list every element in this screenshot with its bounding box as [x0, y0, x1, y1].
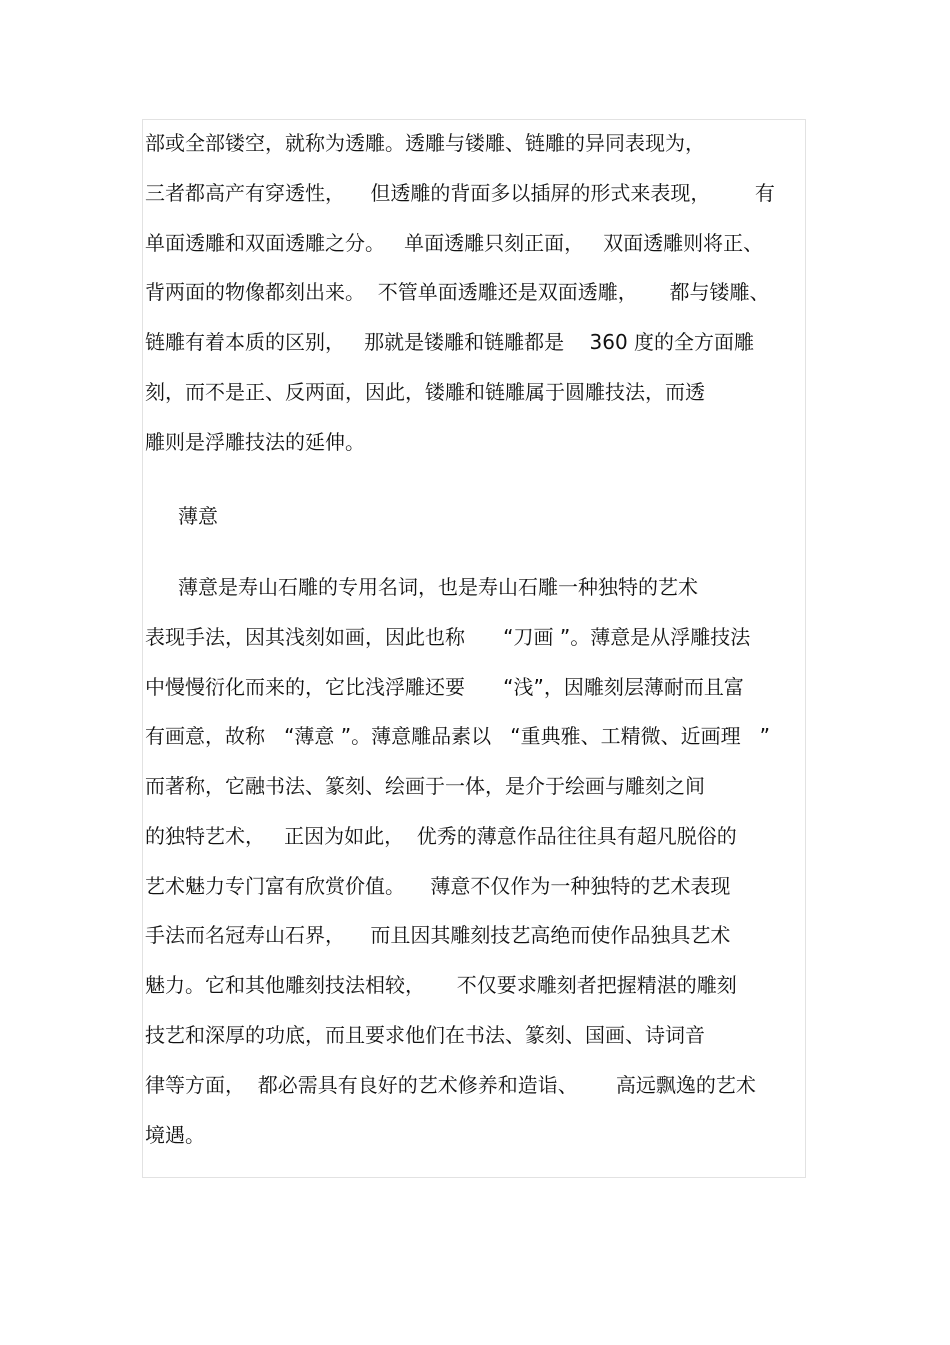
paragraph-1-line-4: 背两面的物像都刻出来。 不管单面透雕还是双面透雕， 都与镂雕、 — [145, 280, 770, 304]
paragraph-2-line-6: 的独特艺术， 正因为如此， 优秀的薄意作品往往具有超凡脱俗的 — [145, 824, 737, 848]
paragraph-2-line-12: 境遇。 — [145, 1123, 205, 1147]
paragraph-1-line-3: 单面透雕和双面透雕之分。 单面透雕只刻正面， 双面透雕则将正、 — [145, 231, 764, 255]
paragraph-2-line-10: 技艺和深厚的功底，而且要求他们在书法、篆刻、国画、诗词音 — [145, 1023, 705, 1047]
section-heading: 薄意 — [178, 504, 218, 528]
paragraph-2-line-8: 手法而名冠寿山石界， 而且因其雕刻技艺高绝而使作品独具艺术 — [145, 923, 731, 947]
paragraph-2-line-4: 有画意，故称 “薄意 ”。薄意雕品素以 “重典雅、工精微、近画理 ” — [145, 724, 771, 748]
paragraph-2-line-9: 魅力。它和其他雕刻技法相较， 不仅要求雕刻者把握精湛的雕刻 — [145, 973, 737, 997]
paragraph-1-line-5: 链雕有着本质的区别， 那就是镂雕和链雕都是 360 度的全方面雕 — [145, 330, 755, 354]
paragraph-2-line-3: 中慢慢衍化而来的，它比浅浮雕还要 “浅”，因雕刻层薄耐而且富 — [145, 675, 744, 699]
paragraph-2-line-11: 律等方面， 都必需具有良好的艺术修养和造诣、 高远飘逸的艺术 — [145, 1073, 756, 1097]
paragraph-1-line-1: 部或全部镂空，就称为透雕。透雕与镂雕、链雕的异同表现为， — [145, 131, 705, 155]
paragraph-1-line-2: 三者都高产有穿透性， 但透雕的背面多以插屏的形式来表现， 有 — [145, 181, 775, 205]
paragraph-2-line-2: 表现手法，因其浅刻如画，因此也称 “刀画 ”。薄意是从浮雕技法 — [145, 625, 751, 649]
paragraph-1-line-7: 雕则是浮雕技法的延伸。 — [145, 430, 365, 454]
paragraph-2-line-7: 艺术魅力专门富有欣赏价值。 薄意不仅作为一种独特的艺术表现 — [145, 874, 731, 898]
paragraph-1-line-6: 刻，而不是正、反两面，因此，镂雕和链雕属于圆雕技法，而透 — [145, 380, 705, 404]
paragraph-2-line-1: 薄意是寿山石雕的专用名词，也是寿山石雕一种独特的艺术 — [178, 575, 698, 599]
paragraph-2-line-5: 而著称，它融书法、篆刻、绘画于一体，是介于绘画与雕刻之间 — [145, 774, 705, 798]
